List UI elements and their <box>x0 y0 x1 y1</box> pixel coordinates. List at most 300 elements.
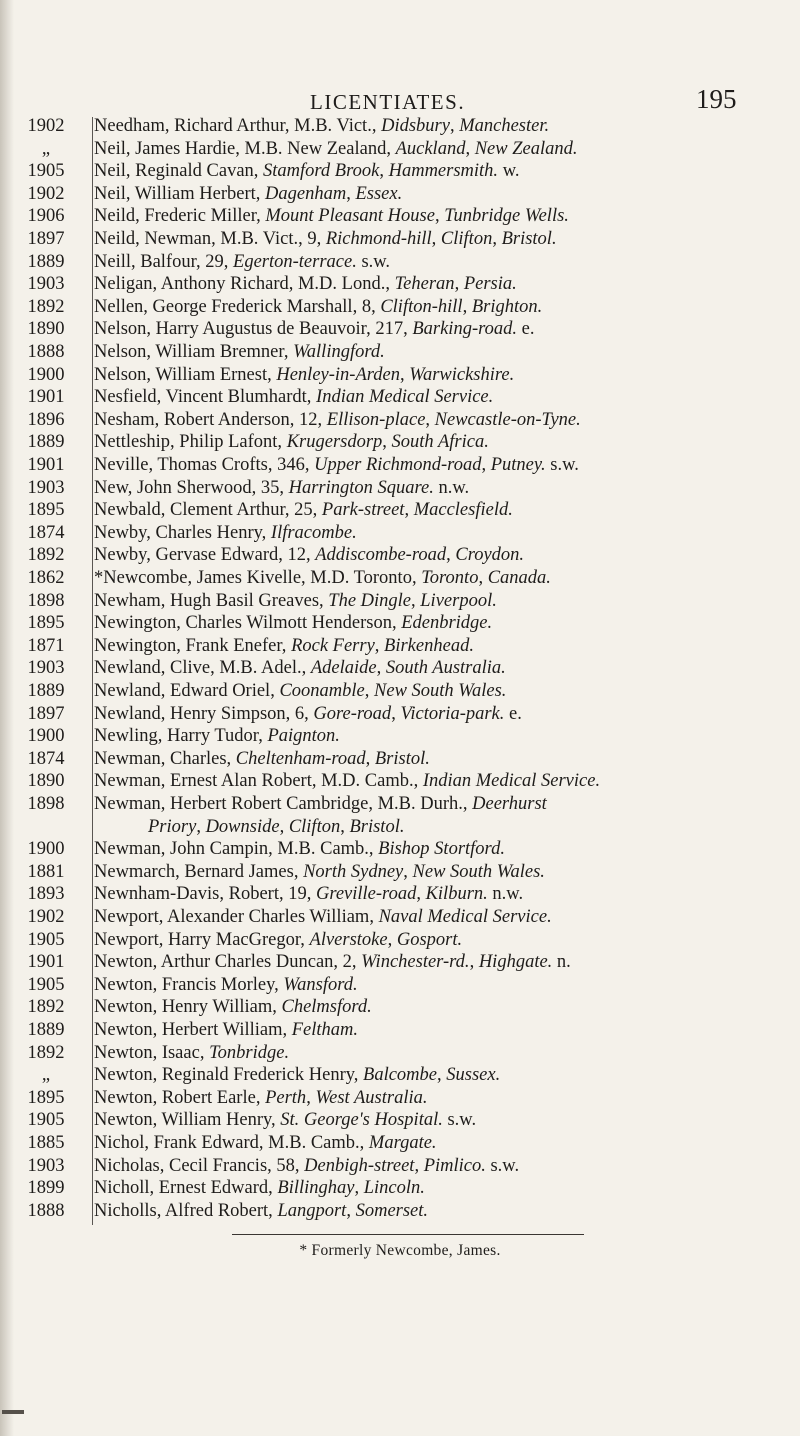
entry-text <box>94 227 557 251</box>
entry-text <box>94 159 519 183</box>
entry-year: 1881 <box>27 861 65 882</box>
entry-place: Canada. <box>487 568 551 588</box>
entry-name: Newland, Clive, M.B. Adel., <box>94 658 311 679</box>
entry-row <box>0 159 800 183</box>
entry-place: Harrington Square. <box>288 477 434 498</box>
entry-year: 1871 <box>27 635 65 656</box>
entry-name: Nettleship, Philip Lafont, <box>94 432 287 453</box>
entry-row <box>0 430 800 454</box>
entry-row <box>0 860 800 884</box>
entry-place: Newcastle-on-Tyne. <box>434 409 581 430</box>
entry-place: New Zealand. <box>474 138 578 159</box>
entry-text <box>94 634 474 658</box>
entry-row <box>0 769 800 793</box>
entry-row <box>0 656 800 680</box>
entry-year: 1903 <box>27 274 65 295</box>
entry-year: 1901 <box>27 387 65 408</box>
entry-year: 1889 <box>27 681 65 701</box>
entry-text <box>94 769 600 793</box>
entry-place: Highgate. <box>478 952 553 973</box>
entry-year: 1901 <box>27 455 65 475</box>
entry-name: Newton, Isaac, <box>94 1042 210 1063</box>
entry-name: Neil, William Herbert, <box>94 183 266 204</box>
entry-place: Stamford Brook <box>263 161 380 182</box>
entry-name: , <box>306 1087 316 1108</box>
entry-name: , <box>425 409 435 430</box>
entry-text <box>94 1199 428 1223</box>
entry-place: South Africa. <box>391 432 489 453</box>
entry-text <box>94 250 390 274</box>
entry-text <box>94 476 469 500</box>
entry-text <box>94 747 430 771</box>
entry-name: , <box>403 861 413 882</box>
entry-name: Neild, Frederic Miller, <box>94 206 266 227</box>
entry-name: , <box>387 929 397 950</box>
entry-place: Rock Ferry <box>291 635 375 656</box>
entry-year: 1889 <box>27 432 65 453</box>
entry-name: Newman, Ernest Alan Robert, M.D. Camb., <box>94 771 423 792</box>
entry-text <box>94 860 545 884</box>
entry-name: , <box>346 183 356 204</box>
entry-name: Newman, Herbert Robert Cambridge, M.B. Durh., <box>94 794 473 814</box>
entry-name: New, John Sherwood, 35, <box>94 477 289 498</box>
entry-text <box>94 973 358 997</box>
entry-year: 1892 <box>27 997 65 1018</box>
entry-name: , <box>411 590 421 611</box>
entry-text <box>94 1063 500 1087</box>
entry-name: Newbald, Clement Arthur, 25, <box>94 500 322 521</box>
entry-row <box>0 498 800 522</box>
entry-name: , <box>454 274 464 295</box>
entry-row <box>0 679 800 703</box>
entry-name: n. <box>552 952 571 973</box>
entry-place: New South Wales. <box>374 681 507 701</box>
entry-name: , <box>404 500 414 521</box>
entry-row <box>0 882 800 906</box>
entry-name: , <box>374 635 385 656</box>
entry-place: Feltham. <box>291 1020 359 1040</box>
entry-name: Neil, Reginald Cavan, <box>94 161 264 182</box>
entry-place: Pimlico. <box>423 1155 486 1176</box>
entry-name: Needham, Richard Arthur, M.B. Vict., <box>94 116 382 136</box>
entry-place: Auckland <box>395 138 466 159</box>
entry-year: 1874 <box>27 748 65 769</box>
entry-place: Billinghay <box>277 1178 355 1199</box>
entry-row <box>0 792 800 816</box>
entry-place: Manchester. <box>459 116 550 136</box>
entry-year: 1905 <box>27 929 65 950</box>
entry-name: , <box>481 455 491 475</box>
entry-year: 1885 <box>27 1133 65 1153</box>
entry-text <box>94 385 493 409</box>
entry-row <box>0 995 800 1019</box>
entry-name: Nicholls, Alfred Robert, <box>94 1200 278 1221</box>
entry-name: , <box>446 545 456 566</box>
entry-place: The Dingle <box>328 590 412 611</box>
entry-name: n.w. <box>433 477 470 498</box>
entry-text <box>94 453 579 477</box>
entry-place: New South Wales. <box>412 861 545 882</box>
entry-row <box>0 521 800 545</box>
entry-name: s.w. <box>485 1155 520 1176</box>
entry-row <box>0 837 800 861</box>
entry-name: Newton, Francis Morley, <box>94 974 284 995</box>
entry-row <box>0 905 800 929</box>
entry-name: , <box>399 364 410 385</box>
entry-place: North Sydney <box>303 861 404 882</box>
entry-name: Newton, Arthur Charles Duncan, 2, <box>94 952 362 973</box>
scan-mark <box>2 1410 24 1414</box>
entry-place: Warwickshire. <box>409 364 515 385</box>
entry-text <box>94 521 357 545</box>
footnote-rule <box>232 1234 584 1235</box>
entry-name: Nelson, William Ernest, <box>94 364 277 385</box>
entry-year: 1898 <box>27 794 65 814</box>
entry-row <box>0 973 800 997</box>
entry-text <box>94 272 517 296</box>
entry-year: 1889 <box>27 1020 65 1040</box>
entry-place: West Australia. <box>315 1087 428 1108</box>
entry-place: Henley-in-Arden <box>276 364 400 385</box>
entry-name: Newton, William Henry, <box>94 1110 281 1131</box>
entry-year: 1888 <box>27 342 65 362</box>
entry-name: Newton, Herbert William, <box>94 1020 292 1040</box>
entry-place: Clifton-hill <box>380 296 463 317</box>
entry-text <box>94 792 547 816</box>
entry-place: Gore-road <box>313 703 392 724</box>
entry-year: 1899 <box>27 1178 65 1199</box>
entry-row <box>0 1086 800 1110</box>
entry-place: Alverstoke <box>309 929 388 950</box>
entry-text <box>94 1108 476 1132</box>
entry-name: Neil, James Hardie, M.B. New Zealand, <box>94 138 396 159</box>
entry-text <box>94 905 552 929</box>
footnote: * Formerly Newcombe, James. <box>299 1242 501 1259</box>
entry-place: Victoria-park. <box>400 703 505 724</box>
entry-text <box>94 114 549 138</box>
entry-year: 1897 <box>27 229 65 249</box>
entry-year: 1900 <box>27 364 65 385</box>
entry-text <box>94 340 385 364</box>
entry-text <box>94 295 542 319</box>
entry-place: Brighton. <box>471 296 543 317</box>
entry-place: Macclesfield. <box>413 500 513 521</box>
entry-row <box>0 815 800 839</box>
entry-name: , <box>465 138 475 159</box>
entry-year: 1903 <box>27 1155 65 1176</box>
entry-name: Newport, Harry MacGregor, <box>94 929 310 950</box>
entry-name: , <box>391 703 401 724</box>
entry-row <box>0 385 800 409</box>
entry-name: , <box>196 816 206 837</box>
entry-place: Balcombe <box>363 1065 438 1086</box>
entry-name: , <box>365 748 375 769</box>
entry-row <box>0 227 800 251</box>
entry-place: Tonbridge. <box>209 1042 290 1063</box>
entry-name: Nelson, William Bremner, <box>94 342 294 362</box>
entry-place: Margate. <box>368 1133 437 1153</box>
entry-place: Chelmsford. <box>281 997 372 1018</box>
entry-name: Newman, John Campin, M.B. Camb., <box>94 839 379 860</box>
entry-year: 1897 <box>27 703 65 724</box>
entry-name: Newnham-Davis, Robert, 19, <box>94 884 316 905</box>
entry-year: 1900 <box>27 726 65 747</box>
entry-row <box>0 702 800 726</box>
entry-place: Ellison-place <box>326 409 426 430</box>
entry-place: Paignton. <box>267 726 340 747</box>
entry-year: 1896 <box>27 409 65 430</box>
entry-year: 1902 <box>27 183 65 204</box>
entry-name: e. <box>517 319 535 340</box>
entry-name: Nichol, Frank Edward, M.B. Camb., <box>94 1133 369 1153</box>
entry-name: Newland, Edward Oriel, <box>94 681 280 701</box>
entry-row <box>0 611 800 635</box>
entry-text <box>94 702 522 726</box>
entry-row <box>0 1041 800 1065</box>
entry-place: Gosport. <box>396 929 463 950</box>
entry-name: e. <box>504 703 522 724</box>
entry-name: , <box>434 206 445 227</box>
entry-place: Adelaide <box>310 658 377 679</box>
entry-place: Wansford. <box>283 974 358 995</box>
entry-text <box>94 182 402 206</box>
entry-text <box>94 1018 358 1042</box>
entry-row <box>0 634 800 658</box>
entry-name: Nicholas, Cecil Francis, 58, <box>94 1155 305 1176</box>
entry-name: Newland, Henry Simpson, 6, <box>94 703 314 724</box>
entry-text <box>94 137 577 161</box>
entry-place: Didsbury <box>381 116 450 136</box>
entry-name: Newton, Henry William, <box>94 997 282 1018</box>
entry-text <box>94 611 492 635</box>
entry-text <box>94 498 513 522</box>
entry-place: Downside <box>205 816 280 837</box>
entry-text <box>94 837 505 861</box>
entry-row <box>0 340 800 364</box>
entry-place: Tunbridge Wells. <box>444 206 569 227</box>
entry-name: , <box>414 1155 424 1176</box>
entry-place: Richmond-hill <box>325 229 432 249</box>
entry-row <box>0 476 800 500</box>
entry-place: Indian Medical Service. <box>316 387 494 408</box>
entry-name: Newman, Charles, <box>94 748 236 769</box>
entry-place: Bristol. <box>349 816 405 837</box>
entry-text <box>94 950 571 974</box>
entry-year: 1903 <box>27 658 65 679</box>
entry-year: 1906 <box>27 206 65 227</box>
entry-text <box>94 566 551 590</box>
entry-place: Mount Pleasant House <box>265 206 435 227</box>
entry-text <box>94 1086 428 1110</box>
entry-name: , <box>376 658 386 679</box>
entry-row <box>0 928 800 952</box>
entry-name: Nellen, George Frederick Marshall, 8, <box>94 296 381 317</box>
entry-name: Newport, Alexander Charles William, <box>94 907 379 927</box>
entry-name: , <box>346 1200 356 1221</box>
entry-text <box>94 1176 425 1200</box>
entry-name: Neville, Thomas Crofts, 346, <box>94 455 315 475</box>
entry-name: s.w. <box>356 251 391 272</box>
entry-name: , <box>478 568 488 588</box>
entry-place: Bristol. <box>374 748 430 769</box>
entry-name: , <box>416 884 426 905</box>
page-header <box>0 84 800 114</box>
entry-place: Priory <box>148 816 197 837</box>
entry-place: Park-street <box>321 500 405 521</box>
entry-name: Newham, Hugh Basil Greaves, <box>94 590 329 611</box>
entry-name: , <box>364 681 375 701</box>
page-number: 195 <box>696 84 737 114</box>
running-title: LICENTIATES. <box>310 90 466 114</box>
entry-year: 1905 <box>27 161 65 182</box>
entry-name: s.w. <box>545 455 579 475</box>
entry-name: , <box>469 952 479 973</box>
entry-text <box>94 995 372 1019</box>
entry-name: , <box>340 816 350 837</box>
entry-place: Persia. <box>463 274 517 295</box>
entry-row <box>0 1154 800 1178</box>
entry-name: , <box>431 229 441 249</box>
entry-place: St. George's Hospital. <box>280 1110 443 1131</box>
entry-place: Winchester-rd. <box>361 952 470 973</box>
entry-place: Dagenham <box>265 183 347 204</box>
entry-year: 1902 <box>27 116 65 136</box>
entry-name: *Newcombe, James Kivelle, M.D. Toronto, <box>94 568 422 588</box>
entry-year: 1874 <box>27 522 65 543</box>
entry-name: Newton, Reginald Frederick Henry, <box>94 1065 364 1086</box>
entry-year: 1893 <box>27 884 65 905</box>
entry-place: Edenbridge. <box>401 613 493 634</box>
entry-place: Putney. <box>490 455 546 475</box>
entry-text <box>94 317 534 341</box>
entry-place: Clifton <box>288 816 341 837</box>
entry-place: Deerhurst <box>472 794 547 814</box>
entry-place: Bishop Stortford. <box>378 839 505 860</box>
entry-place: Toronto <box>421 568 479 588</box>
entry-year: 1892 <box>27 545 65 566</box>
entry-row <box>0 453 800 477</box>
entry-row <box>0 1131 800 1155</box>
entry-place: South Australia. <box>385 658 506 679</box>
entry-name: Newmarch, Bernard James, <box>94 861 304 882</box>
entry-name: Newton, Robert Earle, <box>94 1087 266 1108</box>
entry-text <box>94 1154 519 1178</box>
entry-text <box>94 543 524 567</box>
entry-row <box>0 1176 800 1200</box>
entry-year: 1902 <box>27 907 65 927</box>
entry-name: Newington, Charles Wilmott Henderson, <box>94 613 402 634</box>
entry-year: 1905 <box>27 1110 65 1131</box>
entry-place: Clifton <box>440 229 493 249</box>
entry-text <box>94 656 506 680</box>
entry-text <box>94 363 514 387</box>
entry-place: Lincoln. <box>363 1178 425 1199</box>
entry-year: 1888 <box>27 1200 65 1221</box>
entry-place: Denbigh-street <box>304 1155 415 1176</box>
entry-place: Perth <box>265 1087 307 1108</box>
entry-name: , <box>449 116 460 136</box>
entry-row <box>0 137 800 161</box>
entry-place: Krugersdorp <box>286 432 383 453</box>
entry-name: , <box>437 1065 447 1086</box>
entry-place: Naval Medical Service. <box>378 907 552 927</box>
entry-place: Sussex. <box>446 1065 501 1086</box>
entry-name: Newington, Frank Enefer, <box>94 635 292 656</box>
entry-name: , <box>492 229 502 249</box>
entry-place: Greville-road <box>315 884 417 905</box>
entry-row <box>0 1108 800 1132</box>
entry-year: 1895 <box>27 500 65 521</box>
entry-name: Newby, Gervase Edward, 12, <box>94 545 316 566</box>
entry-name: s.w. <box>442 1110 477 1131</box>
entry-year: 1900 <box>27 839 65 860</box>
entry-row <box>0 250 800 274</box>
entry-text <box>148 815 404 839</box>
entry-place: Langport <box>277 1200 347 1221</box>
entry-place: Kilburn. <box>425 884 488 905</box>
entry-text <box>94 679 506 703</box>
entry-name: Newling, Harry Tudor, <box>94 726 268 747</box>
entry-name: Nesfield, Vincent Blumhardt, <box>94 387 317 408</box>
entry-name: Neild, Newman, M.B. Vict., 9, <box>94 229 326 249</box>
entry-year: 1892 <box>27 1042 65 1063</box>
entry-text <box>94 928 462 952</box>
entry-year: 1898 <box>27 590 65 611</box>
entry-year: 1895 <box>27 613 65 634</box>
entry-name: Nelson, Harry Augustus de Beauvoir, 217, <box>94 319 413 340</box>
entry-place: Croydon. <box>455 545 525 566</box>
entry-name: n.w. <box>487 884 524 905</box>
entry-row <box>0 543 800 567</box>
entry-row <box>0 182 800 206</box>
entry-place: Hammersmith. <box>388 161 499 182</box>
entry-year: 1895 <box>27 1087 65 1108</box>
entry-year: 1889 <box>27 251 65 272</box>
entry-name: Nicholl, Ernest Edward, <box>94 1178 278 1199</box>
entry-year: 1890 <box>27 771 65 792</box>
entry-row <box>0 589 800 613</box>
entry-text <box>94 589 497 613</box>
entry-name: , <box>279 816 289 837</box>
entry-row <box>0 566 800 590</box>
entry-place: Upper Richmond-road <box>314 455 482 475</box>
entry-row <box>0 272 800 296</box>
entry-row <box>0 295 800 319</box>
entry-place: Wallingford. <box>293 342 385 362</box>
entry-year: 1890 <box>27 319 65 340</box>
entry-text <box>94 430 489 454</box>
entry-name: Neill, Balfour, 29, <box>94 251 234 272</box>
entry-row <box>0 363 800 387</box>
entry-name: , <box>379 161 389 182</box>
entry-text <box>94 724 340 748</box>
entry-row <box>0 408 800 432</box>
entry-name: w. <box>498 161 520 182</box>
entry-place: Essex. <box>355 183 403 204</box>
entry-year: „ <box>41 138 51 159</box>
entry-year: 1892 <box>27 296 65 317</box>
entry-place: Indian Medical Service. <box>422 771 601 792</box>
entry-year: „ <box>41 1065 51 1086</box>
entry-row <box>0 724 800 748</box>
entry-row <box>0 317 800 341</box>
entry-name: , <box>382 432 392 453</box>
entry-place: Egerton-terrace. <box>233 251 357 272</box>
entry-year: 1905 <box>27 974 65 995</box>
entry-text <box>94 204 569 228</box>
entry-place: Somerset. <box>355 1200 429 1221</box>
entry-place: Liverpool. <box>420 590 497 611</box>
